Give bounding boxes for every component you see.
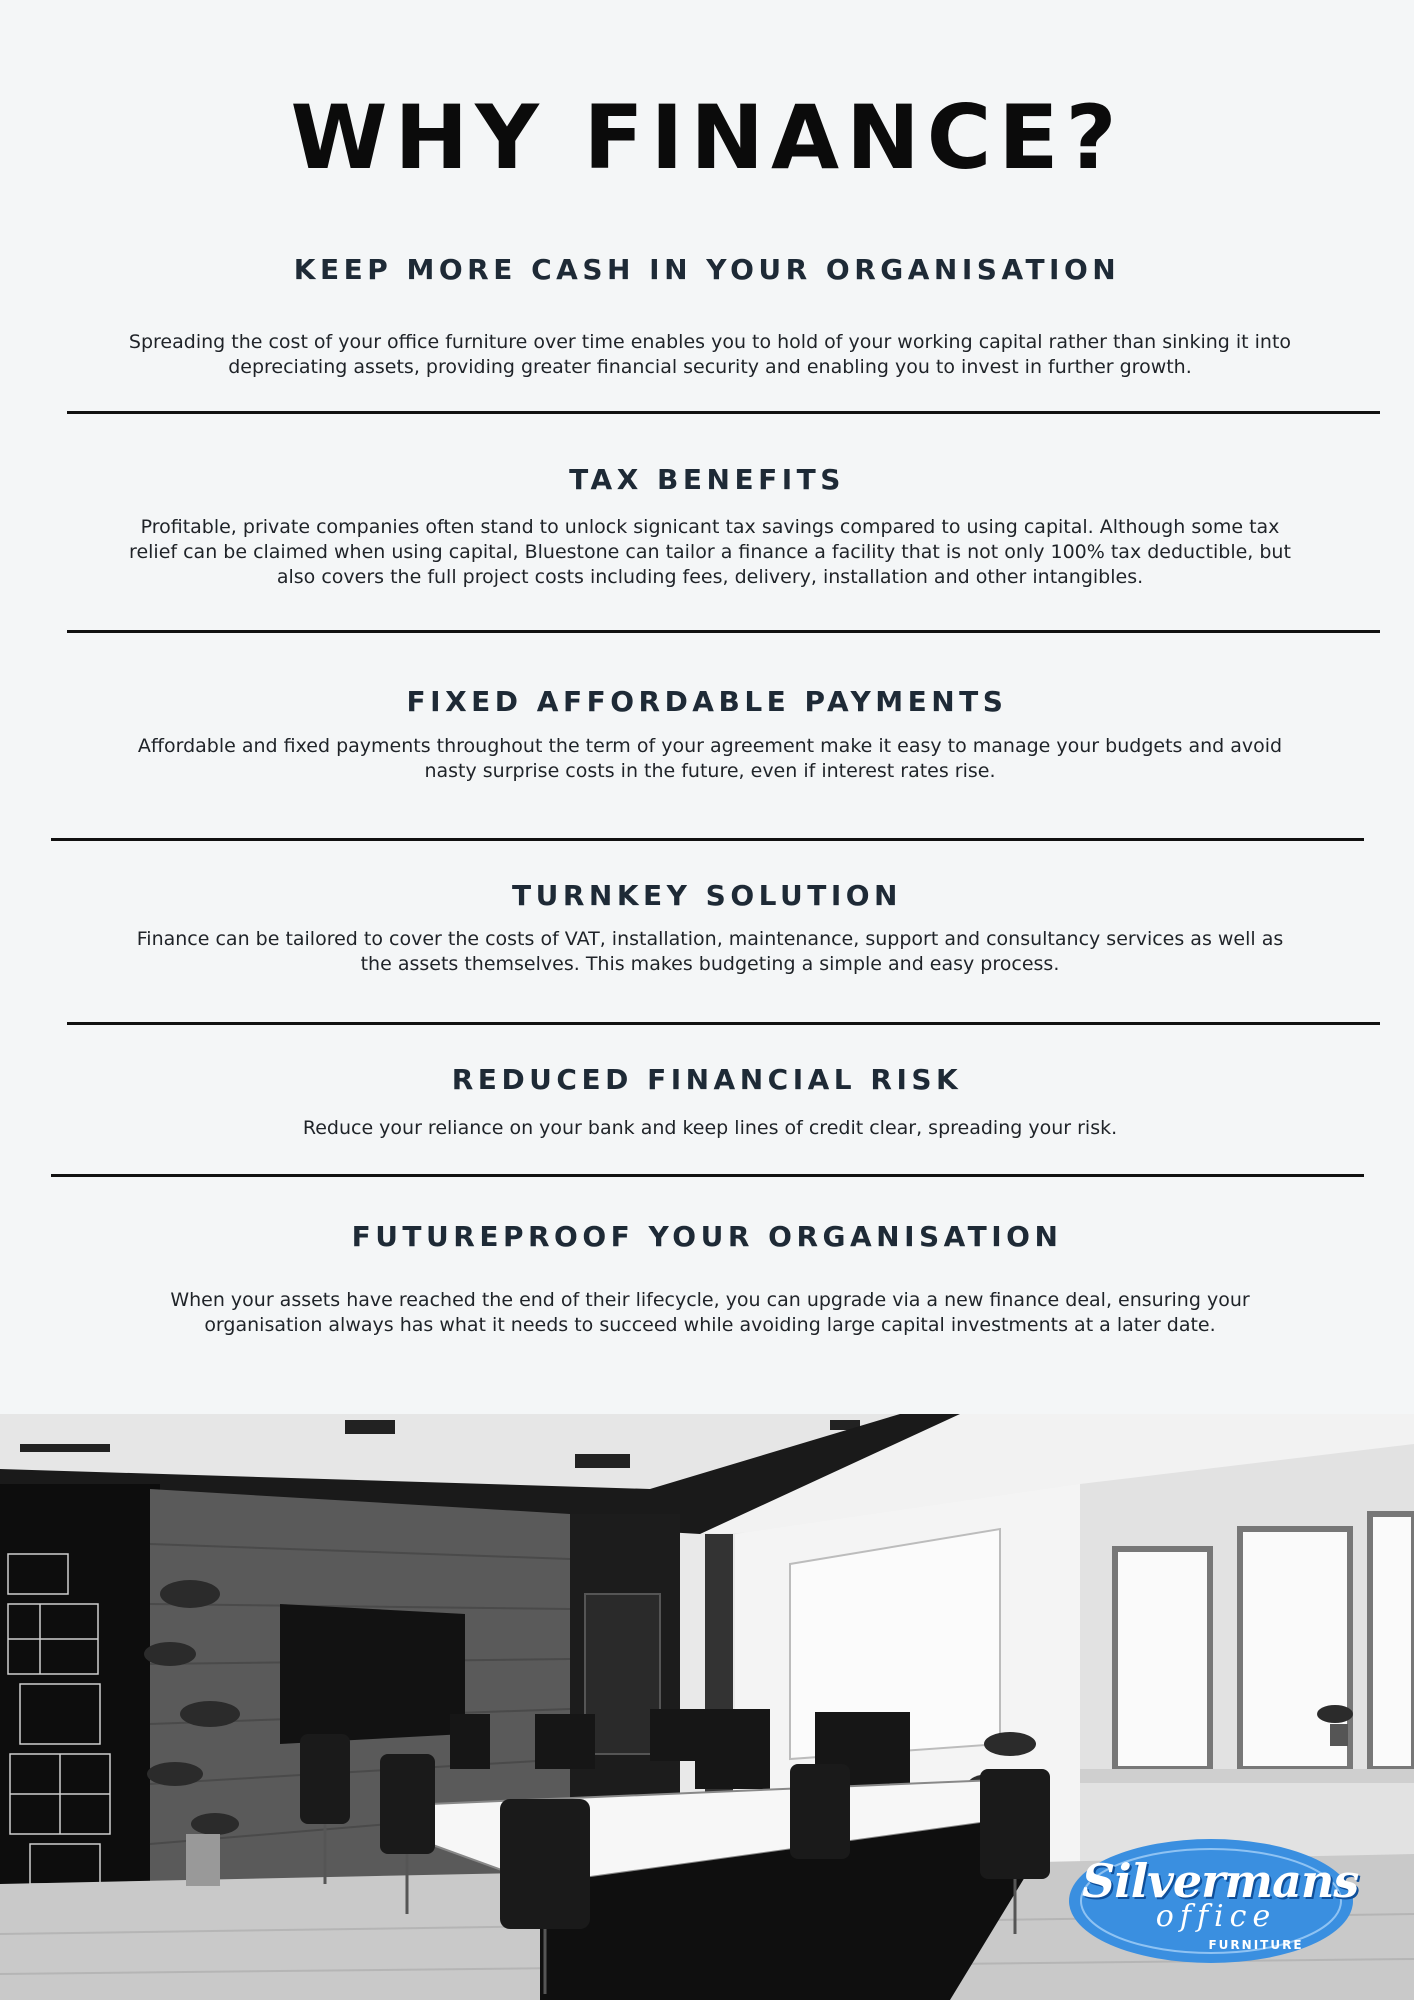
section-heading-risk: REDUCED FINANCIAL RISK xyxy=(451,1063,963,1096)
section-body-cash: Spreading the cost of your office furniture over time enables you to hold of your working capital rather than sinking it into depreciating assets, providing greater financial security and enabling you to invest in further growth. xyxy=(128,331,1292,378)
divider xyxy=(51,1174,1364,1177)
section-heading-payments: FIXED AFFORDABLE PAYMENTS xyxy=(406,685,1008,718)
divider xyxy=(67,1022,1380,1025)
logo-subtitle: office xyxy=(1155,1899,1277,1934)
section-heading-futureproof: FUTUREPROOF YOUR ORGANISATION xyxy=(351,1220,1063,1253)
section-body-futureproof: When your assets have reached the end of their lifecycle, you can upgrade via a new finance deal, ensuring your organisation always has what it needs to succeed while avoiding large capital investments at a later date. xyxy=(170,1289,1250,1336)
logo-name: Silvermans xyxy=(1082,1854,1359,1908)
section-body-payments: Affordable and fixed payments throughout the term of your agreement make it easy to manage your budgets and avoid nasty surprise costs in the future, even if interest rates rise. xyxy=(137,735,1283,782)
divider xyxy=(67,411,1380,414)
company-logo xyxy=(1066,1836,1359,1966)
section-body-tax: Profitable, private companies often stand to unlock signicant tax savings compared to using capital. Although some tax relief can be claimed when using capital, Bluestone can tailor a finance a facility that is not only 100% tax deductible, but also covers the full project costs including fees, delivery, installation and other intangibles. xyxy=(129,516,1291,588)
section-heading-cash: KEEP MORE CASH IN YOUR ORGANISATION xyxy=(293,253,1121,286)
logo-tagline: FURNITURE xyxy=(1208,1938,1304,1952)
divider xyxy=(67,630,1380,633)
section-heading-tax: TAX BENEFITS xyxy=(569,463,845,496)
section-heading-turnkey: TURNKEY SOLUTION xyxy=(512,879,902,912)
divider xyxy=(51,838,1364,841)
section-body-turnkey: Finance can be tailored to cover the costs of VAT, installation, maintenance, support and consultancy services as well as the assets themselves. This makes budgeting a simple and easy process. xyxy=(136,928,1284,975)
page-title: WHY FINANCE? xyxy=(290,86,1124,189)
section-body-risk: Reduce your reliance on your bank and keep lines of credit clear, spreading your risk. xyxy=(302,1117,1118,1139)
